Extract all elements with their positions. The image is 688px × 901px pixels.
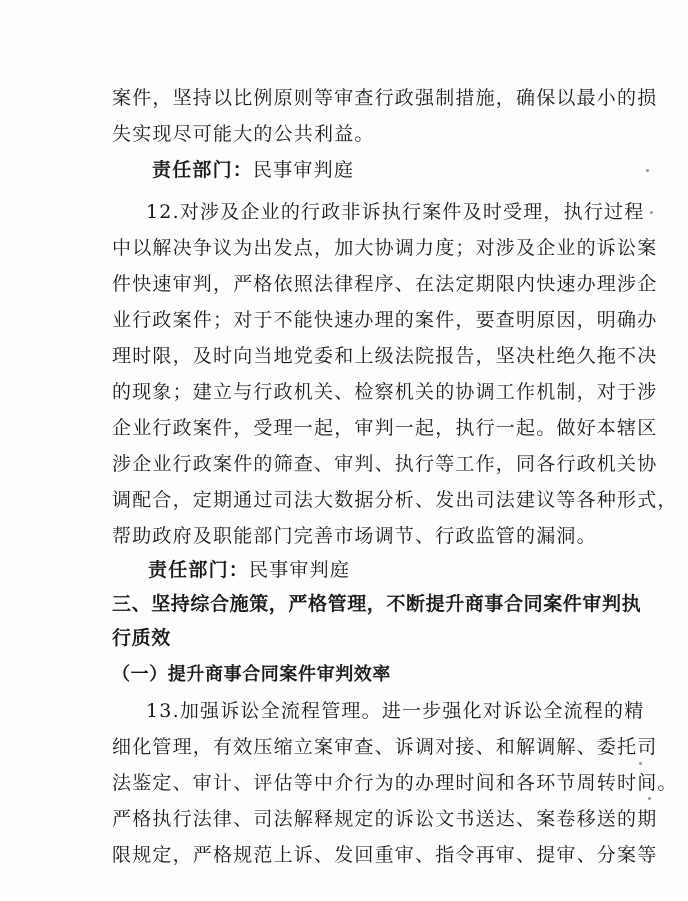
responsible-department bbox=[0, 158, 688, 182]
paragraph-line: 件快速审判，严格依照法律程序、在法定期限内快速办理涉企 bbox=[112, 273, 658, 295]
responsible-department-label: 责任部门： bbox=[152, 159, 254, 181]
responsible-department-label: 责任部门： bbox=[148, 559, 250, 581]
paragraph-line: 失实现尽可能大的公共利益。 bbox=[112, 123, 375, 145]
responsible-department-value: 民事审判庭 bbox=[249, 559, 351, 581]
paragraph-line: 案件，坚持以比例原则等审查行政强制措施，确保以最小的损 bbox=[112, 87, 658, 109]
paragraph-line: 限规定，严格规范上诉、发回重审、指令再审、提审、分案等 bbox=[112, 844, 658, 866]
paragraph-line: 调配合，定期通过司法大数据分析、发出司法建议等各种形式， bbox=[112, 489, 678, 511]
paragraph-line: 企业行政案件，受理一起，审判一起，执行一起。做好本辖区 bbox=[112, 417, 658, 439]
scan-speck bbox=[650, 211, 653, 214]
paragraph-line: 中以解决争议为出发点，加大协调力度；对涉及企业的诉讼案 bbox=[112, 237, 658, 259]
paragraph-line: 理时限，及时向当地党委和上级法院报告，坚决杜绝久拖不决 bbox=[112, 345, 658, 367]
paragraph-line: 法鉴定、审计、评估等中介行为的办理时间和各环节周转时间。 bbox=[112, 772, 678, 794]
paragraph-line: 的现象；建立与行政机关、检察机关的协调工作机制，对于涉 bbox=[112, 381, 658, 403]
paragraph-line: 13.加强诉讼全流程管理。进一步强化对诉讼全流程的精 bbox=[146, 700, 645, 722]
paragraph-line: 帮助政府及职能部门完善市场调节、行政监管的漏洞。 bbox=[112, 525, 597, 547]
scan-speck bbox=[646, 169, 649, 172]
paragraph-line: 12.对涉及企业的行政非诉执行案件及时受理，执行过程 bbox=[146, 201, 645, 223]
scan-speck bbox=[639, 762, 642, 765]
paragraph-line: 业行政案件；对于不能快速办理的案件，要查明原因，明确办 bbox=[112, 309, 658, 331]
responsible-department-value: 民事审判庭 bbox=[253, 159, 355, 181]
responsible-department bbox=[0, 558, 688, 582]
subsection-heading: （一）提升商事合同案件审判效率 bbox=[112, 664, 391, 685]
paragraph-line: 涉企业行政案件的筛查、审判、执行等工作，同各行政机关协 bbox=[112, 453, 658, 475]
paragraph-line: 严格执行法律、司法解释规定的诉讼文书送达、案卷移送的期 bbox=[112, 808, 658, 830]
section-heading: 三、坚持综合施策，严格管理，不断提升商事合同案件审判执 bbox=[112, 593, 642, 615]
paragraph-line: 细化管理，有效压缩立案审查、诉调对接、和解调解、委托司 bbox=[112, 736, 658, 758]
scan-speck bbox=[648, 797, 651, 800]
section-heading-continued: 行质效 bbox=[112, 627, 171, 649]
